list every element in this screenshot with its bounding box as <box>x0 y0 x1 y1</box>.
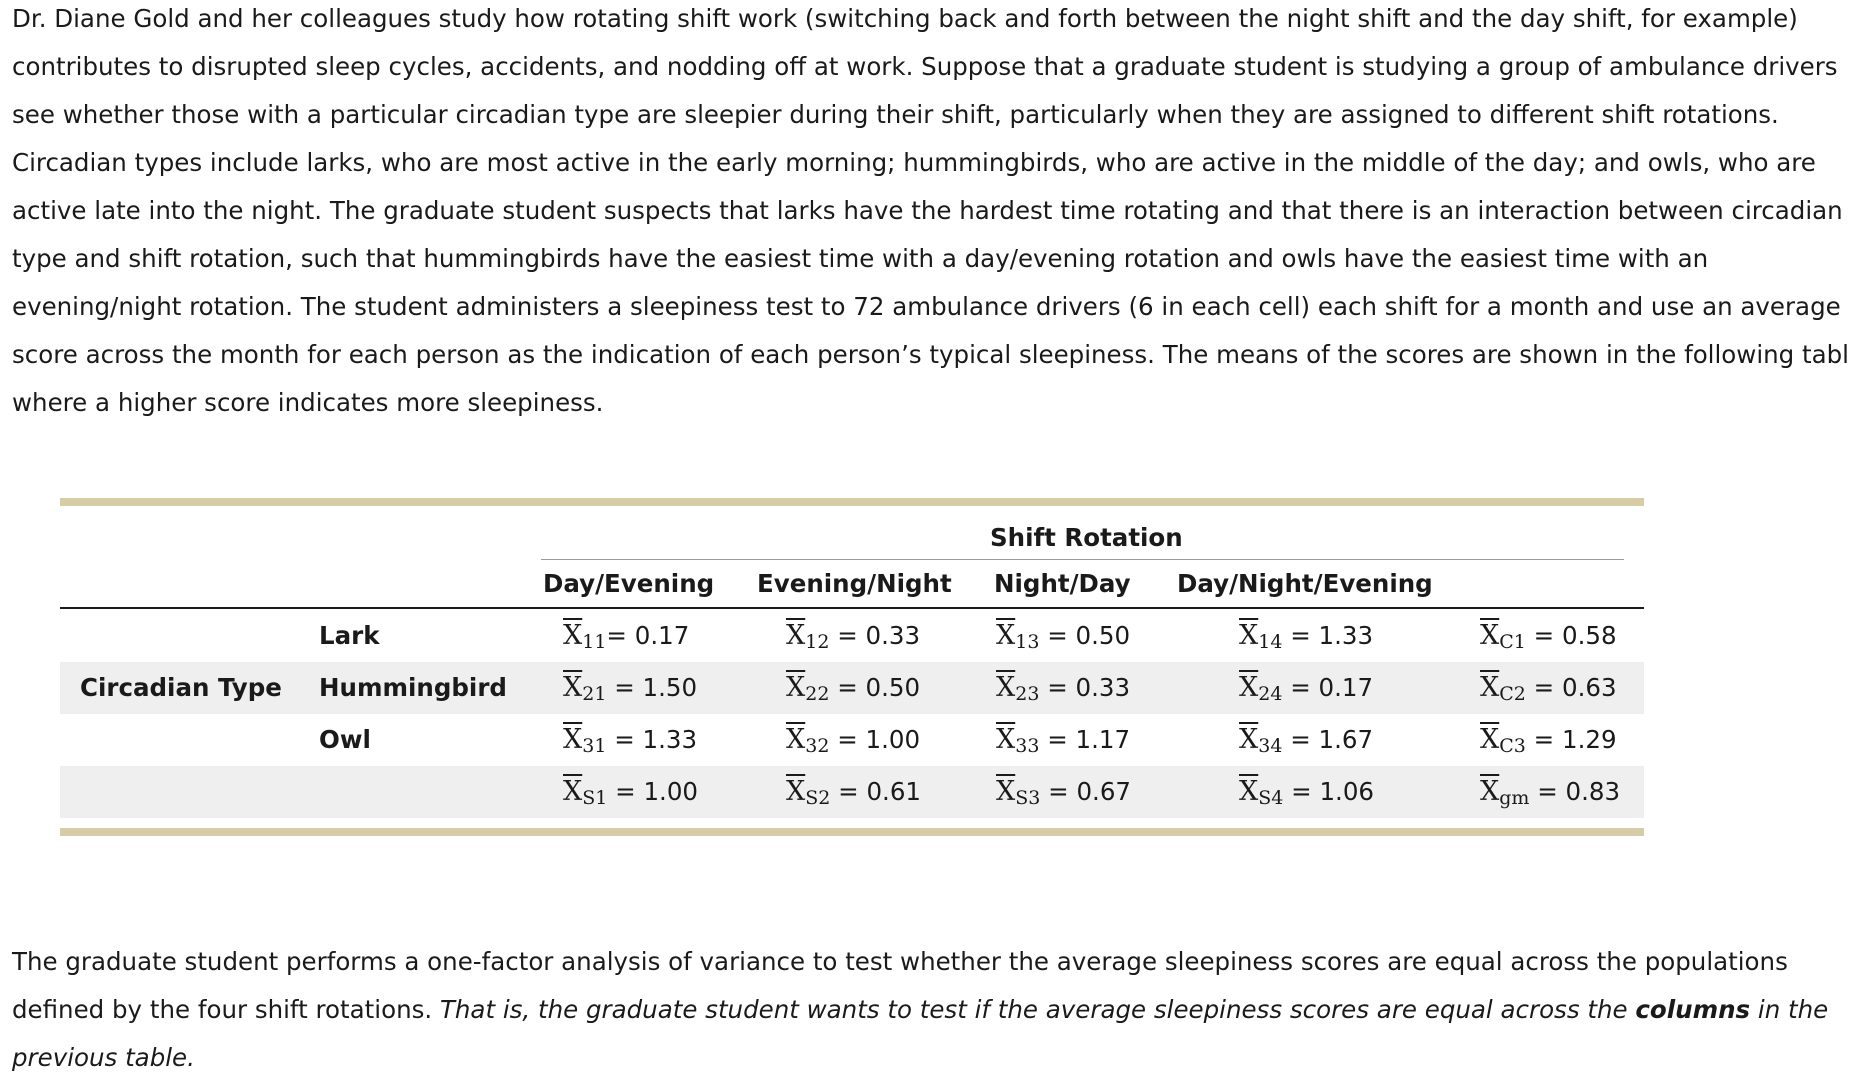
mean-cell: $\overline{X}11= 0.17$ <box>563 620 690 653</box>
intro-line: where a higher score indicates more sleepiness. <box>12 388 604 417</box>
mean-cell: $\overline{X}14 = 1.33$ <box>1239 620 1374 653</box>
intro-paragraph <box>12 0 1849 427</box>
row-label-owl: Owl <box>319 725 371 754</box>
column-header-day-evening: Day/Evening <box>543 569 715 598</box>
mean-cell: $\overline{X}32 = 1.00$ <box>786 724 921 757</box>
outro-line <box>12 1034 1812 1082</box>
mean-cell: $\overline{X}S3 = 0.67$ <box>996 776 1131 809</box>
column-header-evening-night: Evening/Night <box>757 569 952 598</box>
means-table <box>60 498 1644 809</box>
mean-cell: $\overline{X}C1 = 0.58$ <box>1480 620 1617 653</box>
mean-cell: $\overline{X}12 = 0.33$ <box>786 620 921 653</box>
mean-cell: $\overline{X}22 = 0.50$ <box>786 672 921 705</box>
mean-cell: $\overline{X}33 = 1.17$ <box>996 724 1131 757</box>
column-header-night-day: Night/Day <box>994 569 1131 598</box>
outro-line <box>12 986 1829 1034</box>
mean-cell: $\overline{X}34 = 1.67$ <box>1239 724 1374 757</box>
outro-italic-text: in the <box>1750 995 1829 1024</box>
column-header-day-night-evening: Day/Night/Evening <box>1177 569 1433 598</box>
outro-bold-columns: columns <box>1635 995 1751 1024</box>
grand-mean-cell: $\overline{X}gm = 0.83$ <box>1480 776 1621 809</box>
intro-line: active late into the night. The graduate student suspects that larks have the hardest time rotating and that there is an interaction between circadian <box>12 196 1843 225</box>
table-row <box>60 610 1644 662</box>
header-rule <box>60 607 1644 609</box>
table-bottom-bar <box>60 828 1644 836</box>
mean-cell: $\overline{X}23 = 0.33$ <box>996 672 1131 705</box>
outro-italic-text: previous table. <box>12 1043 195 1072</box>
intro-line: type and shift rotation, such that hummingbirds have the easiest time with a day/evening rotation and owls have the easiest time with an <box>12 244 1709 273</box>
row-label-hummingbird: Hummingbird <box>319 673 507 702</box>
outro-plain-text: defined by the four shift rotations. <box>12 995 440 1024</box>
shift-rotation-heading: Shift Rotation <box>990 523 1183 552</box>
mean-cell: $\overline{X}S1 = 1.00$ <box>563 776 698 809</box>
outro-line: The graduate student performs a one-factor analysis of variance to test whether the average sleepiness scores are equal across the populations <box>12 947 1788 976</box>
outro-paragraph <box>12 938 1829 1082</box>
mean-cell: $\overline{X}21 = 1.50$ <box>563 672 698 705</box>
intro-line: evening/night rotation. The student administers a sleepiness test to 72 ambulance drivers (6 in each cell) each shift for a month and use an average <box>12 292 1841 321</box>
mean-cell: $\overline{X}C3 = 1.29$ <box>1480 724 1617 757</box>
mean-cell: $\overline{X}S2 = 0.61$ <box>786 776 921 809</box>
mean-cell: $\overline{X}31 = 1.33$ <box>563 724 698 757</box>
table-top-bar <box>60 498 1644 506</box>
intro-line: contributes to disrupted sleep cycles, accidents, and nodding off at work. Suppose that a graduate student is studying a group of ambulance drivers <box>12 52 1838 81</box>
intro-line: see whether those with a particular circadian type are sleepier during their shift, particularly when they are assigned to different shift rotations. <box>12 100 1779 129</box>
intro-line: Dr. Diane Gold and her colleagues study how rotating shift work (switching back and forth between the night shift and the day shift, for example) <box>12 4 1798 33</box>
mean-cell: $\overline{X}13 = 0.50$ <box>996 620 1131 653</box>
row-label-lark: Lark <box>319 621 380 650</box>
mean-cell: $\overline{X}24 = 0.17$ <box>1239 672 1374 705</box>
row-group-label: Circadian Type <box>80 673 282 702</box>
table-row <box>60 714 1644 766</box>
table-row <box>60 662 1644 714</box>
outro-italic-text: That is, the graduate student wants to test if the average sleepiness scores are equal across the <box>439 995 1636 1024</box>
intro-line: Circadian types include larks, who are most active in the early morning; hummingbirds, who are active in the middle of the day; and owls, who are <box>12 148 1816 177</box>
mean-cell: $\overline{X}S4 = 1.06$ <box>1239 776 1374 809</box>
mean-cell: $\overline{X}C2 = 0.63$ <box>1480 672 1617 705</box>
table-row <box>60 766 1644 818</box>
shift-rotation-rule <box>541 559 1624 560</box>
intro-line: score across the month for each person as the indication of each person’s typical sleepiness. The means of the scores are shown in the following tabl <box>12 340 1849 369</box>
